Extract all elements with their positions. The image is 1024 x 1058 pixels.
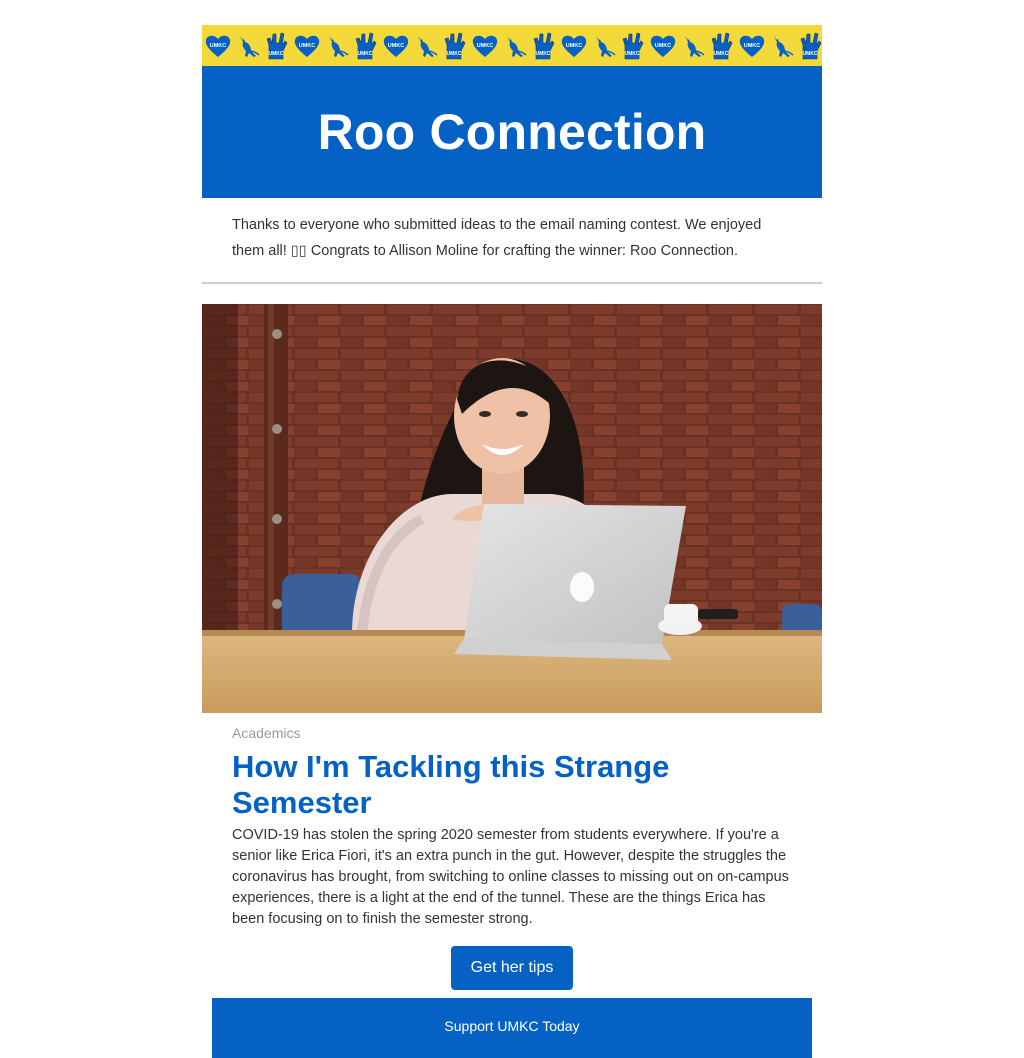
pattern-unit <box>204 31 293 61</box>
kangaroo-icon <box>412 33 438 59</box>
svg-text:UMKC: UMKC <box>446 50 462 57</box>
pattern-unit <box>738 31 822 61</box>
svg-text:UMKC: UMKC <box>535 50 551 57</box>
pattern-unit <box>293 31 382 61</box>
pattern-unit <box>560 31 649 61</box>
svg-text:UMKC: UMKC <box>654 42 672 49</box>
pattern-unit <box>471 31 560 61</box>
svg-text:UMKC: UMKC <box>713 50 729 57</box>
svg-text:UMKC: UMKC <box>743 42 761 49</box>
article-headline[interactable]: How I'm Tackling this Strange Semester <box>232 749 670 820</box>
kangaroo-icon <box>323 33 349 59</box>
heart-badge-icon <box>471 33 499 59</box>
roo-hand-sign-icon <box>352 31 380 61</box>
svg-text:UMKC: UMKC <box>565 42 583 49</box>
roo-hand-sign-icon <box>530 31 558 61</box>
kangaroo-icon <box>234 33 260 59</box>
newsletter-title: Roo Connection <box>317 104 707 160</box>
article-section <box>202 713 822 990</box>
pattern-unit <box>382 31 471 61</box>
svg-text:UMKC: UMKC <box>298 42 316 49</box>
svg-text:UMKC: UMKC <box>624 50 640 57</box>
section-divider <box>202 282 822 284</box>
roo-hand-sign-icon <box>619 31 647 61</box>
article-category: Academics <box>232 725 301 741</box>
svg-text:UMKC: UMKC <box>357 50 373 57</box>
kangaroo-icon <box>679 33 705 59</box>
support-banner[interactable]: Support UMKC Today <box>212 998 812 1058</box>
roo-hand-sign-icon <box>441 31 469 61</box>
svg-text:UMKC: UMKC <box>802 50 818 57</box>
intro-paragraph: Thanks to everyone who submitted ideas to the email naming contest. We enjoyed them all! ▯▯ Congrats to Allison Moline for crafting the winner: Roo Connection. <box>232 217 762 259</box>
article-photo[interactable] <box>202 304 822 713</box>
kangaroo-icon <box>590 33 616 59</box>
pattern-unit <box>649 31 738 61</box>
svg-text:UMKC: UMKC <box>268 50 284 57</box>
heart-badge-icon <box>560 33 588 59</box>
heart-badge-icon <box>293 33 321 59</box>
header-banner <box>202 66 822 198</box>
header-pattern-strip <box>202 25 822 66</box>
heart-badge-icon <box>204 33 232 59</box>
kangaroo-icon <box>768 33 794 59</box>
cta-container <box>232 946 792 990</box>
roo-hand-sign-icon <box>797 31 822 61</box>
heart-badge-icon <box>738 33 766 59</box>
kangaroo-icon <box>501 33 527 59</box>
email-container <box>202 25 822 990</box>
get-her-tips-button[interactable]: Get her tips <box>451 946 574 990</box>
svg-text:UMKC: UMKC <box>209 42 227 49</box>
heart-badge-icon <box>382 33 410 59</box>
roo-hand-sign-icon <box>263 31 291 61</box>
heart-badge-icon <box>649 33 677 59</box>
roo-hand-sign-icon <box>708 31 736 61</box>
svg-text:UMKC: UMKC <box>387 42 405 49</box>
article-summary: COVID-19 has stolen the spring 2020 semester from students everywhere. If you're a senior like Erica Fiori, it's an extra punch in the gut. However, despite the struggles the coronavirus has brought, from switching to online classes to missing out on on-campus experiences, there is a light at the end of the tunnel. These are the things Erica has been focusing on to finish the semester strong. <box>232 827 789 927</box>
svg-text:UMKC: UMKC <box>476 42 494 49</box>
